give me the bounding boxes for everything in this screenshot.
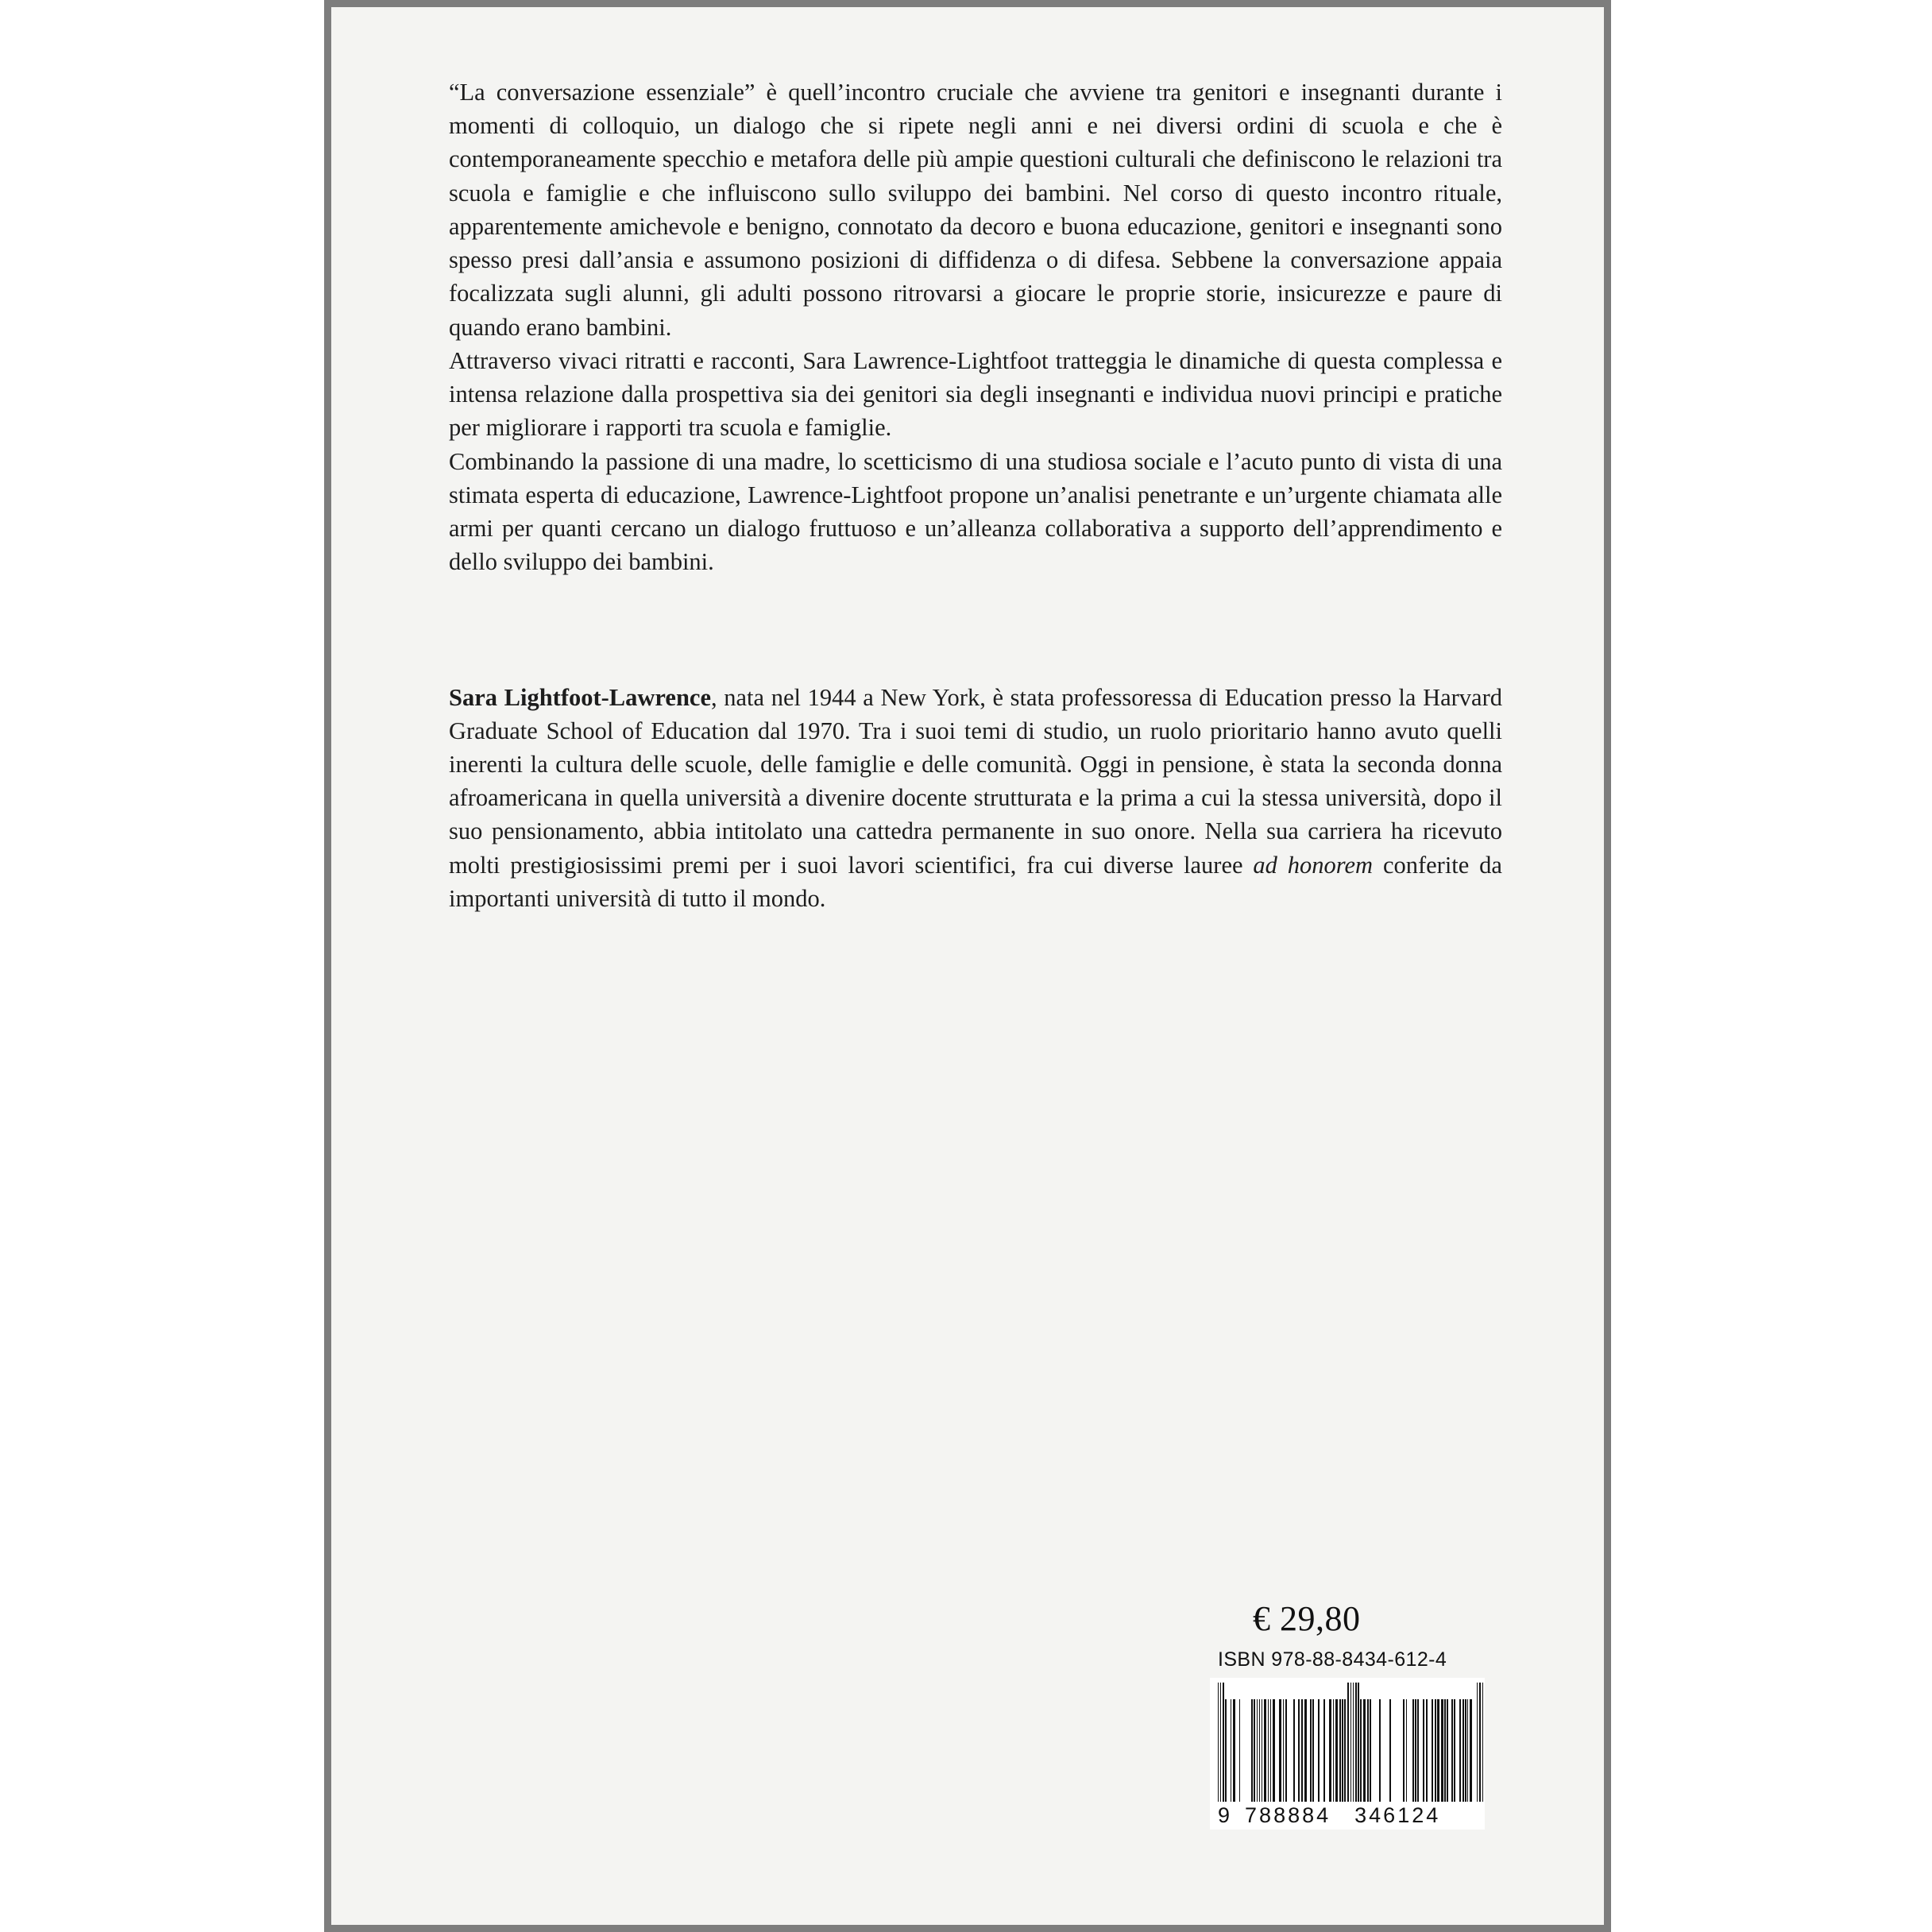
blurb-paragraph-2: Attraverso vivaci ritratti e racconti, Sara Lawrence-Lightfoot tratteggia le dinamiche di questa complessa e intensa relazione dalla prospettiva sia dei genitori sia degli insegnanti e individua nuovi principi e pratiche per migliorare i rapporti tra scuola e famiglie. <box>449 346 1502 442</box>
barcode-digit-group-2: 346124 <box>1354 1803 1441 1827</box>
barcode-digit-group-1: 788884 <box>1245 1803 1331 1827</box>
author-bio-text-after: conferite da importanti università di tutto il mondo. <box>449 851 1502 912</box>
blurb-text <box>449 75 1502 579</box>
isbn-label: ISBN 978-88-8434-612-4 <box>1218 1648 1447 1671</box>
blurb-paragraph-1: “La conversazione essenziale” è quell’incontro cruciale che avviene tra genitori e insegnanti durante i momenti di colloquio, un dialogo che si ripete negli anni e nei diversi ordini di scuola e che è contemporaneamente specchio e metafora delle più ampie questioni culturali che definiscono le relazioni tra scuola e famiglie e che influiscono sullo sviluppo dei bambini. Nel corso di questo incontro rituale, apparentemente amichevole e benigno, connotato da decoro e buona educazione, genitori e insegnanti sono spesso presi dall’ansia e assumono posizioni di diffidenza o di difesa. Sebbene la conversazione appaia focalizzata sugli alunni, gli adulti possono ritrovarsi a giocare le proprie storie, insicurezze e paure di quando erano bambini. <box>449 79 1502 341</box>
blurb-paragraph-3: Combinando la passione di una madre, lo scetticismo di una studiosa sociale e l’acuto punto di vista di una stimata esperta di educazione, Lawrence-Lightfoot propone un’analisi penetrante e un’urgente chiamata alle armi per quanti cercano un dialogo fruttuoso e un’alleanza collaborativa a supporto dell’apprendimento e dello sviluppo dei bambini. <box>449 447 1502 576</box>
price-and-barcode-block <box>1210 1598 1496 1830</box>
author-bio <box>449 681 1502 916</box>
author-bio-italic-term: ad honorem <box>1253 851 1374 879</box>
barcode <box>1210 1678 1485 1830</box>
author-bio-text-before: , nata nel 1944 a New York, è stata professoressa di Education presso la Harvard Graduate School of Education dal 1970. Tra i suoi temi di studio, un ruolo prioritario hanno avuto quelli inerenti la cultura delle scuole, delle famiglie e delle comunità. Oggi in pensione, è stata la seconda donna afroamericana in quella università a divenire docente strutturata e la prima a cui la stessa università, dopo il suo pensionamento, abbia intitolato una cattedra permanente in suo onore. Nella sua carriera ha ricevuto molti prestigiosissimi premi per i suoi lavori scientifici, fra cui diverse lauree <box>449 683 1502 879</box>
barcode-digit-lead: 9 <box>1218 1803 1233 1827</box>
barcode-bars <box>1218 1683 1485 1802</box>
price-label: € 29,80 <box>1253 1599 1361 1638</box>
author-bio-paragraph <box>449 681 1502 916</box>
author-name: Sara Lightfoot-Lawrence <box>449 683 711 711</box>
book-back-cover <box>324 0 1611 1932</box>
barcode-digits <box>1218 1803 1485 1828</box>
